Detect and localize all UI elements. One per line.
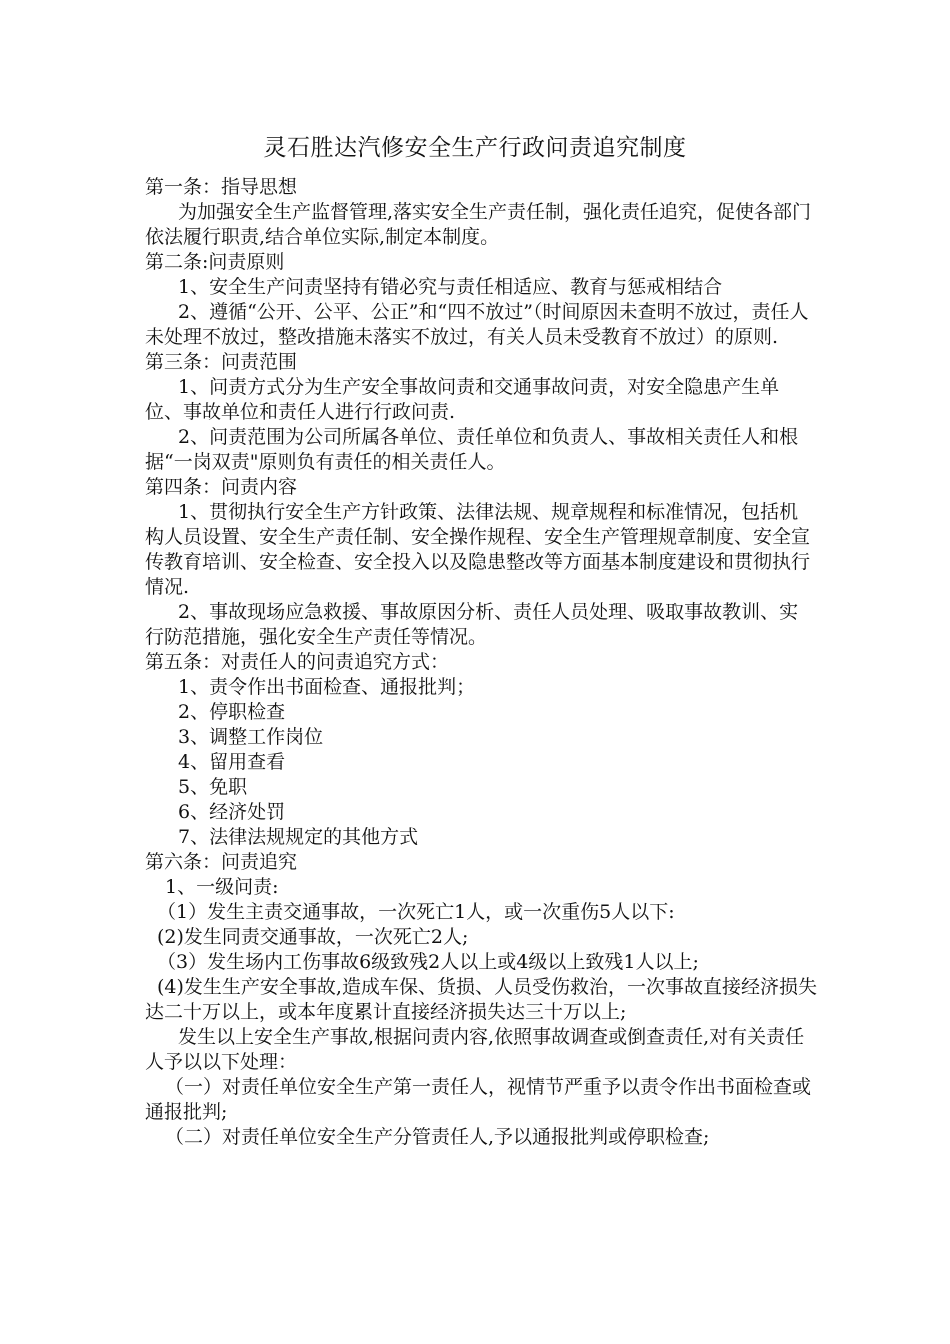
- article-4-paragraph-1: 1、贯彻执行安全生产方针政策、法律法规、规章规程和标准情况，包括机构人员设置、安全生产责任制、安全操作规程、安全生产管理规章制度、安全宣传教育培训、安全检查、安全投入以及隐患整改等方面基本制度建设和贯彻执行情况.: [145, 501, 811, 598]
- article-2-paragraph-1: 1、安全生产问责坚持有错必究与责任相适应、教育与惩戒相结合: [178, 276, 723, 298]
- document-body: [145, 175, 817, 1150]
- article-3-paragraph-1: 1、问责方式分为生产安全事故问责和交通事故问责，对安全隐患产生单位、事故单位和责任人进行行政问责.: [145, 376, 780, 423]
- article-6-clause-4: (4)发生生产安全事故,造成车保、货损、人员受伤救治，一次事故直接经济损失达二十万以上，或本年度累计直接经济损失达三十万以上;: [145, 976, 817, 1023]
- article-6-paragraph-2: （一）对责任单位安全生产第一责任人，视情节严重予以责令作出书面检查或通报批判;: [145, 1076, 812, 1123]
- article-6-heading: 第六条：问责追究: [145, 851, 298, 873]
- article-4-heading: 第四条：问责内容: [145, 476, 298, 498]
- article-6-clause-2: (2)发生同责交通事故，一次死亡2人;: [157, 926, 469, 948]
- article-6-paragraph-3: （二）对责任单位安全生产分管责任人,予以通报批判或停职检查;: [165, 1126, 710, 1148]
- document-title: 灵石胜达汽修安全生产行政问责追究制度: [263, 135, 687, 161]
- list-item: 1、责令作出书面检查、通报批判；: [178, 676, 476, 698]
- article-2-paragraph-2: 2、遵循“公开、公平、公正”和“四不放过”（时间原因未查明不放过，责任人未处理不放过，整改措施未落实不放过，有关人员未受教育不放过）的原则.: [145, 301, 809, 348]
- list-item: 6、经济处罚: [178, 801, 286, 823]
- article-6-clause-3: （3）发生场内工伤事故6级致残2人以上或4级以上致残1人以上;: [157, 951, 699, 973]
- article-4-paragraph-2: 2、事故现场应急救援、事故原因分析、责任人员处理、吸取事故教训、实行防范措施，强化安全生产责任等情况。: [145, 601, 799, 648]
- article-3-paragraph-2: 2、问责范围为公司所属各单位、责任单位和负责人、事故相关责任人和根据“一岗双责"原则负有责任的相关责任人。: [145, 426, 799, 473]
- list-item: 3、调整工作岗位: [178, 726, 324, 748]
- article-6-paragraph-1: 发生以上安全生产事故,根据问责内容,依照事故调查或倒查责任,对有关责任人予以以下处理：: [145, 1026, 805, 1073]
- article-3-heading: 第三条：问责范围: [145, 351, 298, 373]
- list-item: 4、留用查看: [178, 751, 286, 773]
- list-item: 2、停职检查: [178, 701, 286, 723]
- article-1-heading: 第一条：指导思想: [145, 176, 298, 198]
- list-item: 5、免职: [178, 776, 248, 798]
- article-1-paragraph: 为加强安全生产监督管理,落实安全生产责任制，强化责任追究，促使各部门依法履行职责,结合单位实际,制定本制度。: [145, 201, 812, 248]
- article-2-heading: 第二条:问责原则: [145, 251, 285, 273]
- article-6-subheading: 1、一级问责:: [165, 876, 279, 898]
- article-5-heading: 第五条：对责任人的问责追究方式：: [145, 651, 450, 673]
- article-6-clause-1: （1）发生主责交通事故，一次死亡1人，或一次重伤5人以下:: [157, 901, 675, 923]
- list-item: 7、法律法规规定的其他方式: [178, 826, 419, 848]
